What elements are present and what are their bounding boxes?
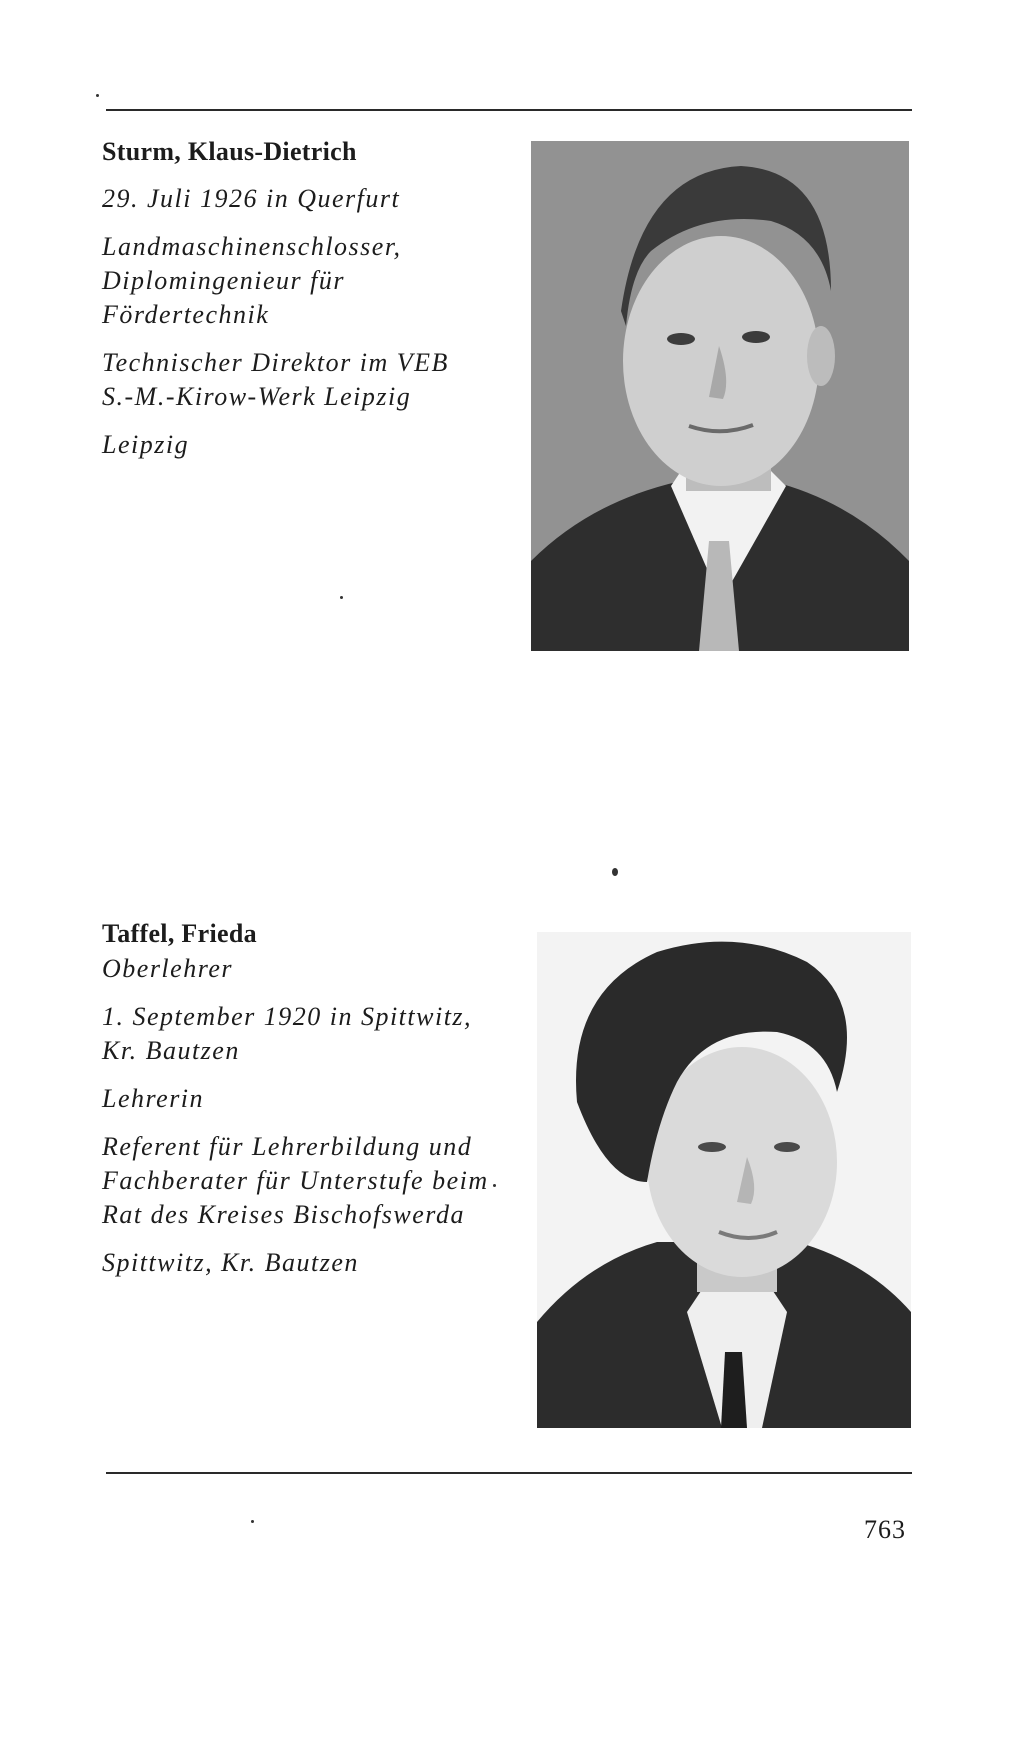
position-block <box>102 1130 502 1232</box>
entry-taffel <box>102 918 502 1280</box>
entry-name: Taffel, Frieda <box>102 919 257 948</box>
position-line: Rat des Kreises Bischofswerda <box>102 1200 465 1229</box>
position-block <box>102 346 502 414</box>
print-speck <box>251 1520 254 1523</box>
position-line: Fachberater für Unterstufe beim <box>102 1166 489 1195</box>
birth-block <box>102 1000 502 1068</box>
training-line: Fördertechnik <box>102 300 270 329</box>
print-speck <box>612 868 618 876</box>
print-speck <box>493 1184 496 1187</box>
portrait-photo-sturm <box>531 141 909 651</box>
residence-line: Leipzig <box>102 430 190 459</box>
page-number: 763 <box>864 1515 906 1544</box>
position-line: S.-M.-Kirow-Werk Leipzig <box>102 382 412 411</box>
position-line: Referent für Lehrerbildung und <box>102 1132 473 1161</box>
training-line: Diplomingenieur für <box>102 266 345 295</box>
residence-line: Spittwitz, Kr. Bautzen <box>102 1248 359 1277</box>
birth-line: 29. Juli 1926 in Querfurt <box>102 184 401 213</box>
print-speck <box>96 94 99 97</box>
bottom-rule <box>106 1472 912 1474</box>
entry-sturm <box>102 136 502 462</box>
print-speck <box>340 596 343 599</box>
birth-line: 1. September 1920 in Spittwitz, <box>102 1002 473 1031</box>
position-line: Technischer Direktor im VEB <box>102 348 449 377</box>
portrait-photo-taffel <box>537 932 911 1428</box>
portrait-man-graphic <box>531 141 909 651</box>
portrait-woman-graphic <box>537 932 911 1428</box>
training-line: Landmaschinenschlosser, <box>102 232 402 261</box>
birth-line: Kr. Bautzen <box>102 1036 240 1065</box>
title-line: Oberlehrer <box>102 954 234 983</box>
training-line: Lehrerin <box>102 1084 205 1113</box>
entry-name: Sturm, Klaus-Dietrich <box>102 137 357 166</box>
training-block <box>102 230 502 332</box>
top-rule <box>106 109 912 111</box>
